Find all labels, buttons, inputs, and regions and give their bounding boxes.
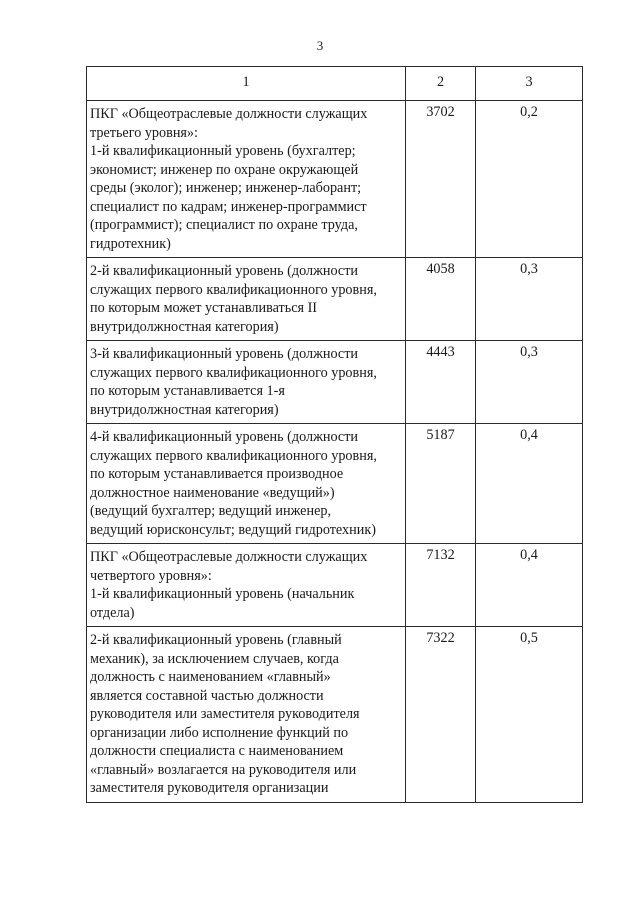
coefficient-value: 0,3 — [476, 258, 583, 341]
description-line: руководителя или заместителя руководителя — [90, 706, 360, 722]
description-line: по которым устанавливается производное — [90, 466, 344, 482]
description-line: (ведущий бухгалтер; ведущий инженер, — [90, 503, 332, 519]
description-line: организации либо исполнение функций по — [90, 724, 349, 741]
table-header-row — [87, 67, 583, 101]
description-line: 2-й квалификационный уровень (главный — [90, 632, 342, 648]
description-line: должность с наименованием «главный» — [90, 669, 331, 685]
header-col-1: 1 — [87, 67, 406, 101]
position-description — [87, 101, 406, 258]
description-line: среды (эколог); инженер; инженер-лаборант; — [90, 180, 362, 196]
description-line: 1-й квалификационный уровень (начальник — [90, 586, 355, 602]
salary-value: 7322 — [406, 627, 476, 803]
coefficient-value: 0,3 — [476, 341, 583, 424]
description-line: 2-й квалификационный уровень (должности — [90, 263, 359, 279]
salary-value: 3702 — [406, 101, 476, 258]
table-row — [87, 544, 583, 627]
description-line: (программист); специалист по охране труда, — [90, 217, 358, 233]
table-row — [87, 424, 583, 544]
coefficient-value: 0,4 — [476, 544, 583, 627]
description-line: по которым может устанавливаться II — [90, 300, 318, 316]
description-line: механик), за исключением случаев, когда — [90, 650, 339, 667]
header-col-3: 3 — [476, 67, 583, 101]
salary-value: 7132 — [406, 544, 476, 627]
description-line: должности специалиста с наименованием — [90, 743, 344, 759]
description-line: по которым устанавливается 1-я — [90, 383, 285, 399]
coefficient-value: 0,4 — [476, 424, 583, 544]
description-line: служащих первого квалификационного уровня, — [90, 447, 377, 464]
position-description — [87, 341, 406, 424]
position-description — [87, 544, 406, 627]
description-line: ведущий юрисконсульт; ведущий гидротехник) — [90, 521, 376, 538]
description-line: гидротехник) — [90, 235, 171, 252]
salary-value: 4443 — [406, 341, 476, 424]
salary-table — [86, 66, 583, 803]
description-line: 1-й квалификационный уровень (бухгалтер; — [90, 143, 356, 159]
description-line: четвертого уровня»: — [90, 567, 212, 584]
table-body — [87, 101, 583, 803]
table-row — [87, 341, 583, 424]
description-line: третьего уровня»: — [90, 124, 198, 141]
description-line: 4-й квалификационный уровень (должности — [90, 429, 359, 445]
description-line: специалист по кадрам; инженер-программист — [90, 198, 367, 215]
header-col-2: 2 — [406, 67, 476, 101]
position-description — [87, 627, 406, 803]
description-line: отдела) — [90, 604, 135, 621]
description-line: является составной частью должности — [90, 687, 324, 704]
description-line: 3-й квалификационный уровень (должности — [90, 346, 359, 362]
position-description — [87, 258, 406, 341]
coefficient-value: 0,2 — [476, 101, 583, 258]
table-row — [87, 258, 583, 341]
description-line: служащих первого квалификационного уровня, — [90, 364, 377, 381]
description-line: ПКГ «Общеотраслевые должности служащих — [90, 549, 368, 565]
description-line: «главный» возлагается на руководителя или — [90, 761, 357, 778]
position-description — [87, 424, 406, 544]
description-line: заместителя руководителя организации — [90, 780, 329, 796]
salary-value: 4058 — [406, 258, 476, 341]
table-row — [87, 627, 583, 803]
description-line: внутридолжностная категория) — [90, 401, 279, 418]
description-line: экономист; инженер по охране окружающей — [90, 161, 359, 178]
description-line: должностное наименование «ведущий») — [90, 484, 335, 501]
page-number: 3 — [316, 38, 324, 53]
salary-value: 5187 — [406, 424, 476, 544]
description-line: ПКГ «Общеотраслевые должности служащих — [90, 106, 368, 122]
coefficient-value: 0,5 — [476, 627, 583, 803]
description-line: служащих первого квалификационного уровня, — [90, 281, 377, 298]
description-line: внутридолжностная категория) — [90, 318, 279, 335]
table-row — [87, 101, 583, 258]
